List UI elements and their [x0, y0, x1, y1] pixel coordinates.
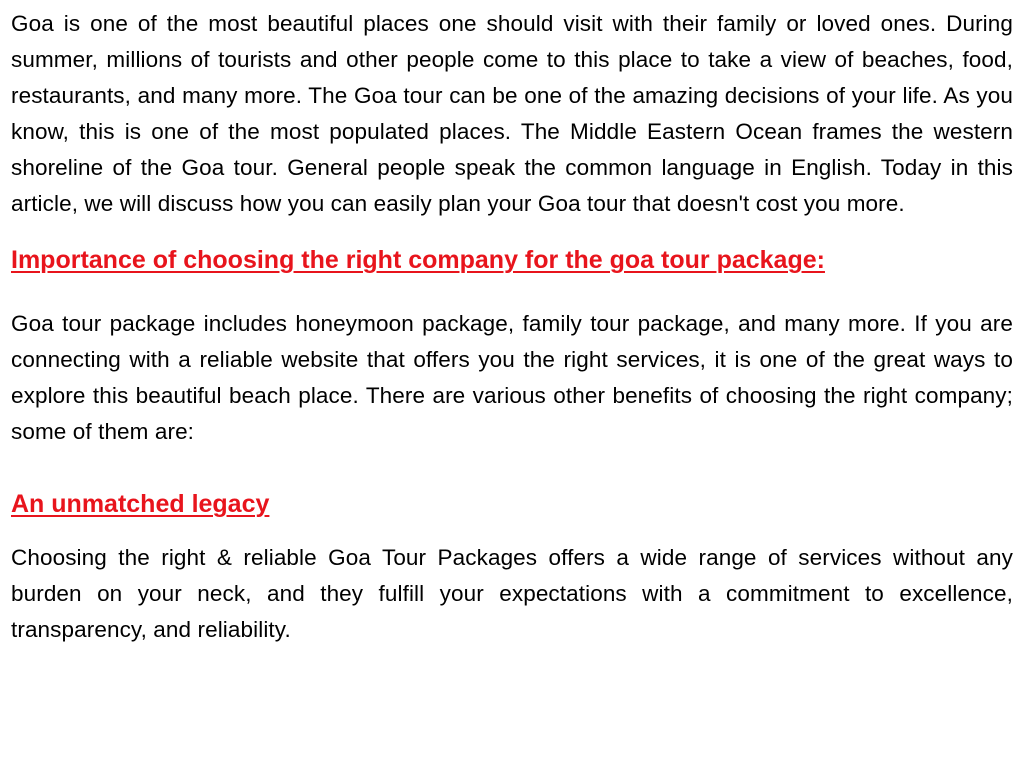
intro-paragraph: Goa is one of the most beautiful places one should visit with their family or loved ones. During summer, millions of tourists and other people come to this place to take a view of beaches, food, restaurants, and many more. The Goa tour can be one of the amazing decisions of your life. As you know, this is one of the most populated places. The Middle Eastern Ocean frames the western shoreline of the Goa tour. General people speak the common language in English. Today in this article, we will discuss how you can easily plan your Goa tour that doesn't cost you more.: [11, 11, 1013, 216]
importance-heading: Importance of choosing the right company for the goa tour package:: [11, 246, 825, 274]
importance-paragraph: Goa tour package includes honeymoon package, family tour package, and many more. If you are connecting with a reliable website that offers you the right services, it is one of the great ways to explore this beautiful beach place. There are various other benefits of choosing the right company; some of them are:: [11, 311, 1013, 444]
legacy-paragraph: Choosing the right & reliable Goa Tour Packages offers a wide range of services without any burden on your neck, and they fulfill your expectations with a commitment to excellence, transparency, and reliability.: [11, 545, 1013, 642]
legacy-heading: An unmatched legacy: [11, 490, 270, 518]
